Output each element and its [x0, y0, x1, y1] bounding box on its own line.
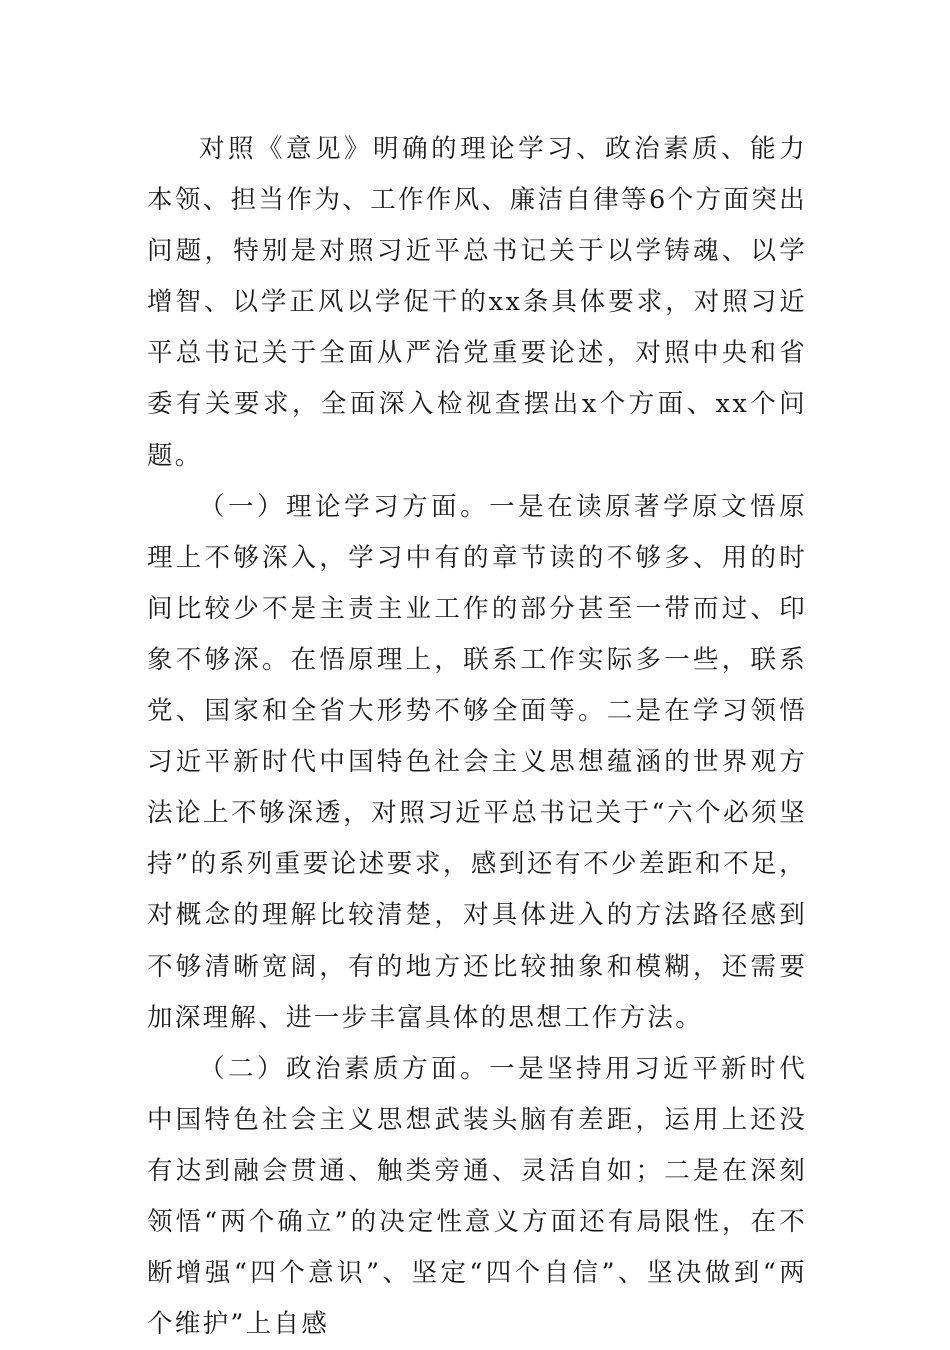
political-quality-paragraph: （二）政治素质方面。一是坚持用习近平新时代中国特色社会主义思想武装头脑有差距，运用上还没有达到融会贯通、触类旁通、灵活自如；二是在深刻领悟“两个确立”的决定性意义方面还有局限性，在不断增强“四个意识”、坚定“四个自信”、坚决做到“两个维护”上自感	[147, 1053, 807, 1340]
theory-study-paragraph: （一）理论学习方面。一是在读原著学原文悟原理上不够深入，学习中有的章节读的不够多、用的时间比较少不是主责主业工作的部分甚至一带而过、印象不够深。在悟原理上，联系工作实际多一些，联系党、国家和全省大形势不够全面等。二是在学习领悟习近平新时代中国特色社会主义思想蕴涵的世界观方法论上不够深透，对照习近平总书记关于“六个必须坚持”的系列重要论述要求，感到还有不少差距和不足，对概念的理解比较清楚，对具体进入的方法路径感到不够清晰宽阔，有的地方还比较抽象和模糊，还需要加深理解、进一步丰富具体的思想工作方法。	[147, 491, 807, 1033]
document-body	[147, 124, 807, 1350]
intro-paragraph: 对照《意见》明确的理论学习、政治素质、能力本领、担当作为、工作作风、廉洁自律等6个方面突出问题，特别是对照习近平总书记关于以学铸魂、以学增智、以学正风以学促干的xx条具体要求，对照习近平总书记关于全面从严治党重要论述，对照中央和省委有关要求，全面深入检视查摆出x个方面、xx个问题。	[147, 134, 807, 471]
